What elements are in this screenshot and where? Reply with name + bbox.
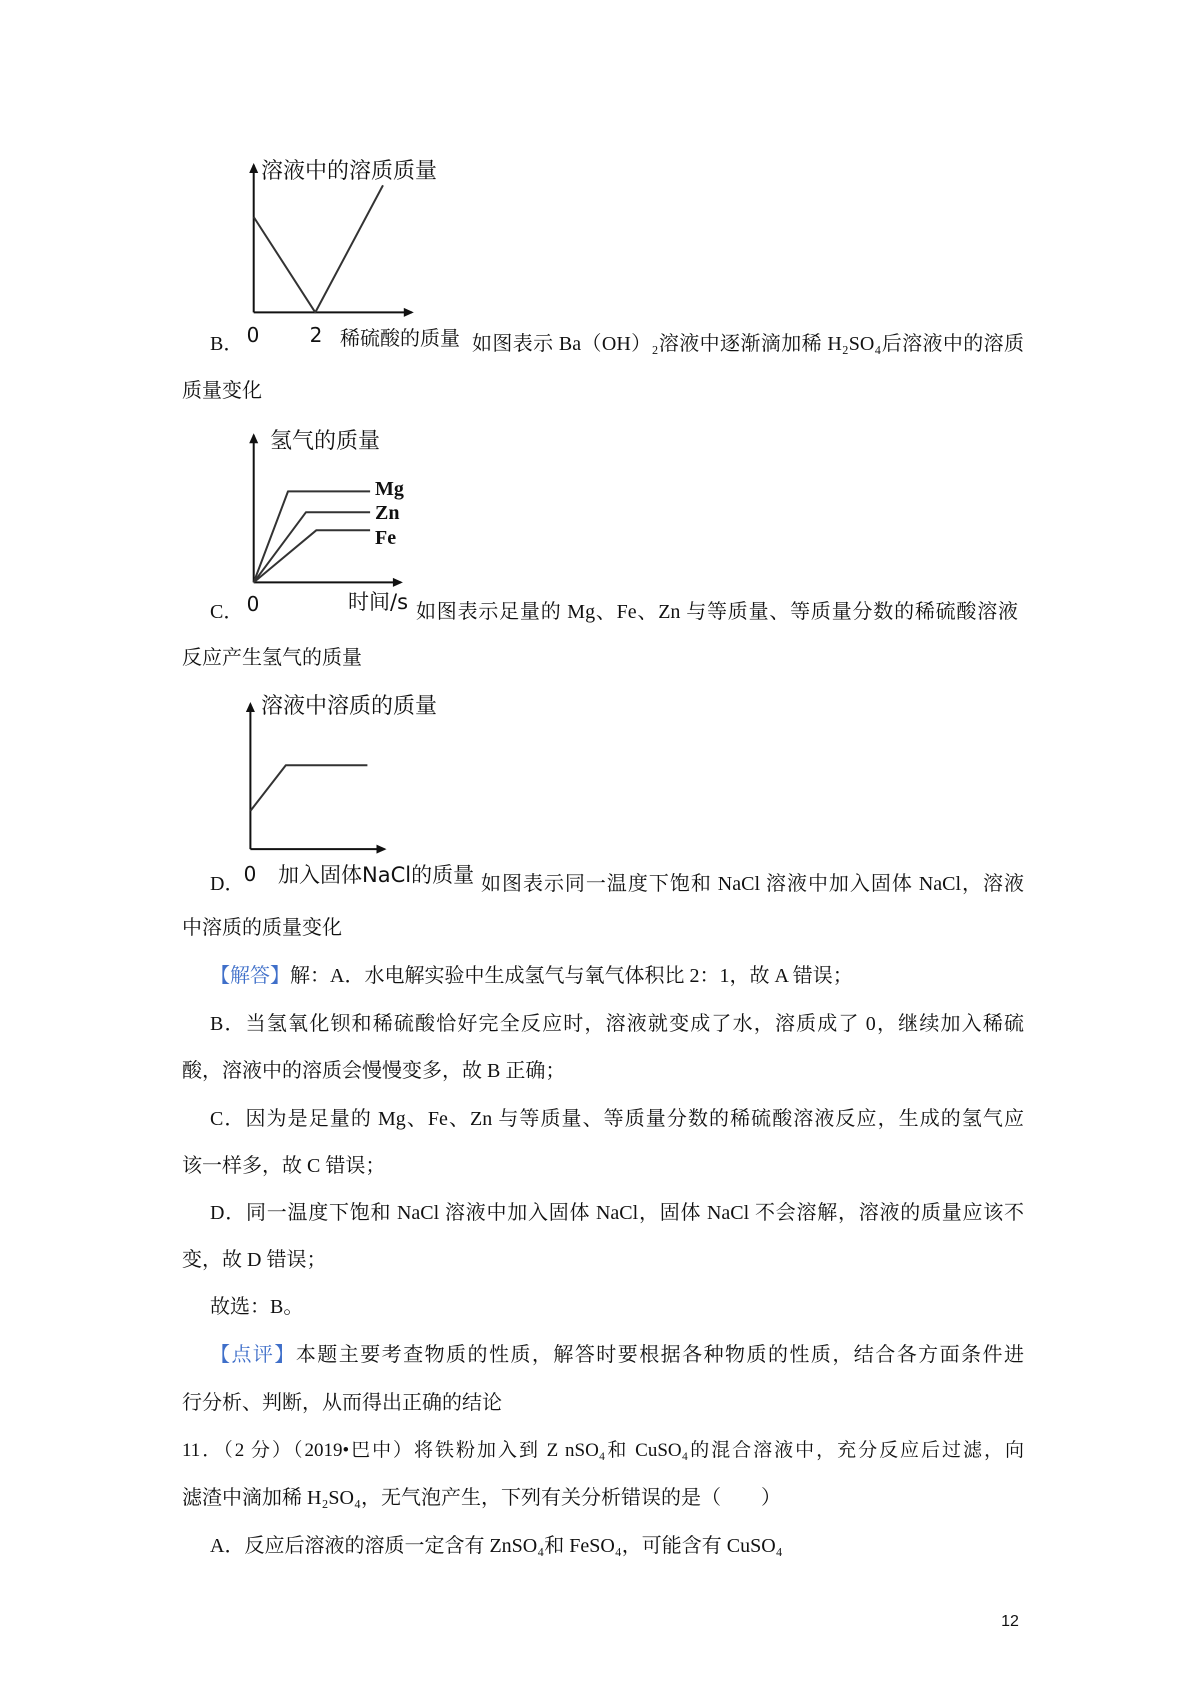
question-11-line-1: 11．（2 分）（2019•巴中）将铁粉加入到 Z nSO₄和 CuSO₄的混合溶液中，充分反应后过滤，向 — [182, 1440, 1024, 1461]
chart-d-x-axis-arrow — [377, 845, 387, 854]
option-c-text-line1: 如图表示足量的 Mg、Fe、Zn 与等质量、等质量分数的稀硫酸溶液 — [416, 601, 1018, 623]
chart-b-y-axis-arrow — [249, 163, 258, 173]
comment-text-1: 本题主要考查物质的性质，解答时要根据各种物质的性质，结合各方面条件进 — [295, 1344, 1025, 1366]
option-c-label: C． — [210, 601, 244, 623]
chart-c-label-fe: Fe — [375, 527, 397, 549]
comment-line-1 — [210, 1341, 1024, 1369]
chart-d-series-line-0 — [250, 765, 367, 811]
option-b-text-line2: 质量变化 — [182, 380, 262, 402]
answer-line-5: 该一样多，故 C 错误； — [182, 1155, 386, 1177]
chart-c-label-mg: Mg — [375, 478, 404, 500]
chart-c-series-line-zn — [254, 512, 370, 582]
answer-line-2: B．当氢氧化钡和稀硫酸恰好完全反应时，溶液就变成了水，溶质成了 0，继续加入稀硫 — [210, 1013, 1024, 1035]
page-number: 12 — [1001, 1613, 1019, 1630]
chart-b-xtick-0: 0 — [246, 323, 260, 347]
chart-b-series-line-0 — [254, 185, 383, 312]
chart-d-y-axis-arrow — [246, 702, 255, 712]
answer-line-7: 变，故 D 错误； — [182, 1249, 327, 1271]
comment-line-2: 行分析、判断，从而得出正确的结论 — [182, 1392, 502, 1414]
option-b-text-line1: 如图表示 Ba（OH）₂溶液中逐渐滴加稀 H₂SO₄后溶液中的溶质 — [472, 333, 1024, 355]
question-11-option-a: A．反应后溶液的溶质一定含有 ZnSO₄和 FeSO₄，可能含有 CuSO₄ — [210, 1535, 783, 1557]
answer-line-3: 酸，溶液中的溶质会慢慢变多，故 B 正确； — [182, 1060, 566, 1082]
chart-c-xtick-0: 0 — [246, 592, 260, 616]
chart-b-ylabel: 溶液中的溶质质量 — [261, 159, 438, 184]
option-c-text-line2: 反应产生氢气的质量 — [182, 647, 362, 669]
question-11-line-2: 滤渣中滴加稀 H₂SO₄，无气泡产生，下列有关分析错误的是（ ） — [182, 1487, 781, 1509]
chart-c-x-axis-arrow — [393, 578, 403, 587]
chart-b-xtick-2: 2 — [309, 323, 323, 347]
answer-tag: 【解答】 — [210, 965, 290, 987]
chart-c-xlabel: 时间/s — [348, 590, 409, 614]
option-d-text-line2: 中溶质的质量变化 — [182, 917, 342, 939]
chart-b-xlabel: 稀硫酸的质量 — [340, 326, 460, 350]
answer-line-4: C．因为是足量的 Mg、Fe、Zn 与等质量、等质量分数的稀硫酸溶液反应，生成的氢气应 — [210, 1108, 1024, 1130]
answer-line-8: 故选：B。 — [210, 1296, 304, 1318]
chart-d-ylabel: 溶液中溶质的质量 — [261, 694, 438, 719]
chart-d-xlabel: 加入固体NaCl的质量 — [278, 863, 475, 887]
answer-line-6: D．同一温度下饱和 NaCl 溶液中加入固体 NaCl，固体 NaCl 不会溶解，溶液的质量应该不 — [210, 1202, 1024, 1224]
chart-c-y-axis-arrow — [249, 433, 258, 443]
chart-d-xtick-0: 0 — [243, 862, 257, 886]
option-d-label: D． — [210, 873, 245, 895]
answer-text-1: 解：A．水电解实验中生成氢气与氧气体积比 2：1，故 A 错误； — [290, 965, 853, 987]
answer-line-1 — [210, 962, 853, 990]
chart-c-label-zn: Zn — [375, 502, 400, 524]
option-d-text-line1: 如图表示同一温度下饱和 NaCl 溶液中加入固体 NaCl，溶液 — [481, 873, 1024, 895]
chart-b-x-axis-arrow — [404, 308, 414, 317]
option-b-label: B． — [210, 333, 244, 355]
comment-tag: 【点评】 — [210, 1344, 296, 1366]
chart-c-ylabel: 氢气的质量 — [270, 429, 381, 454]
